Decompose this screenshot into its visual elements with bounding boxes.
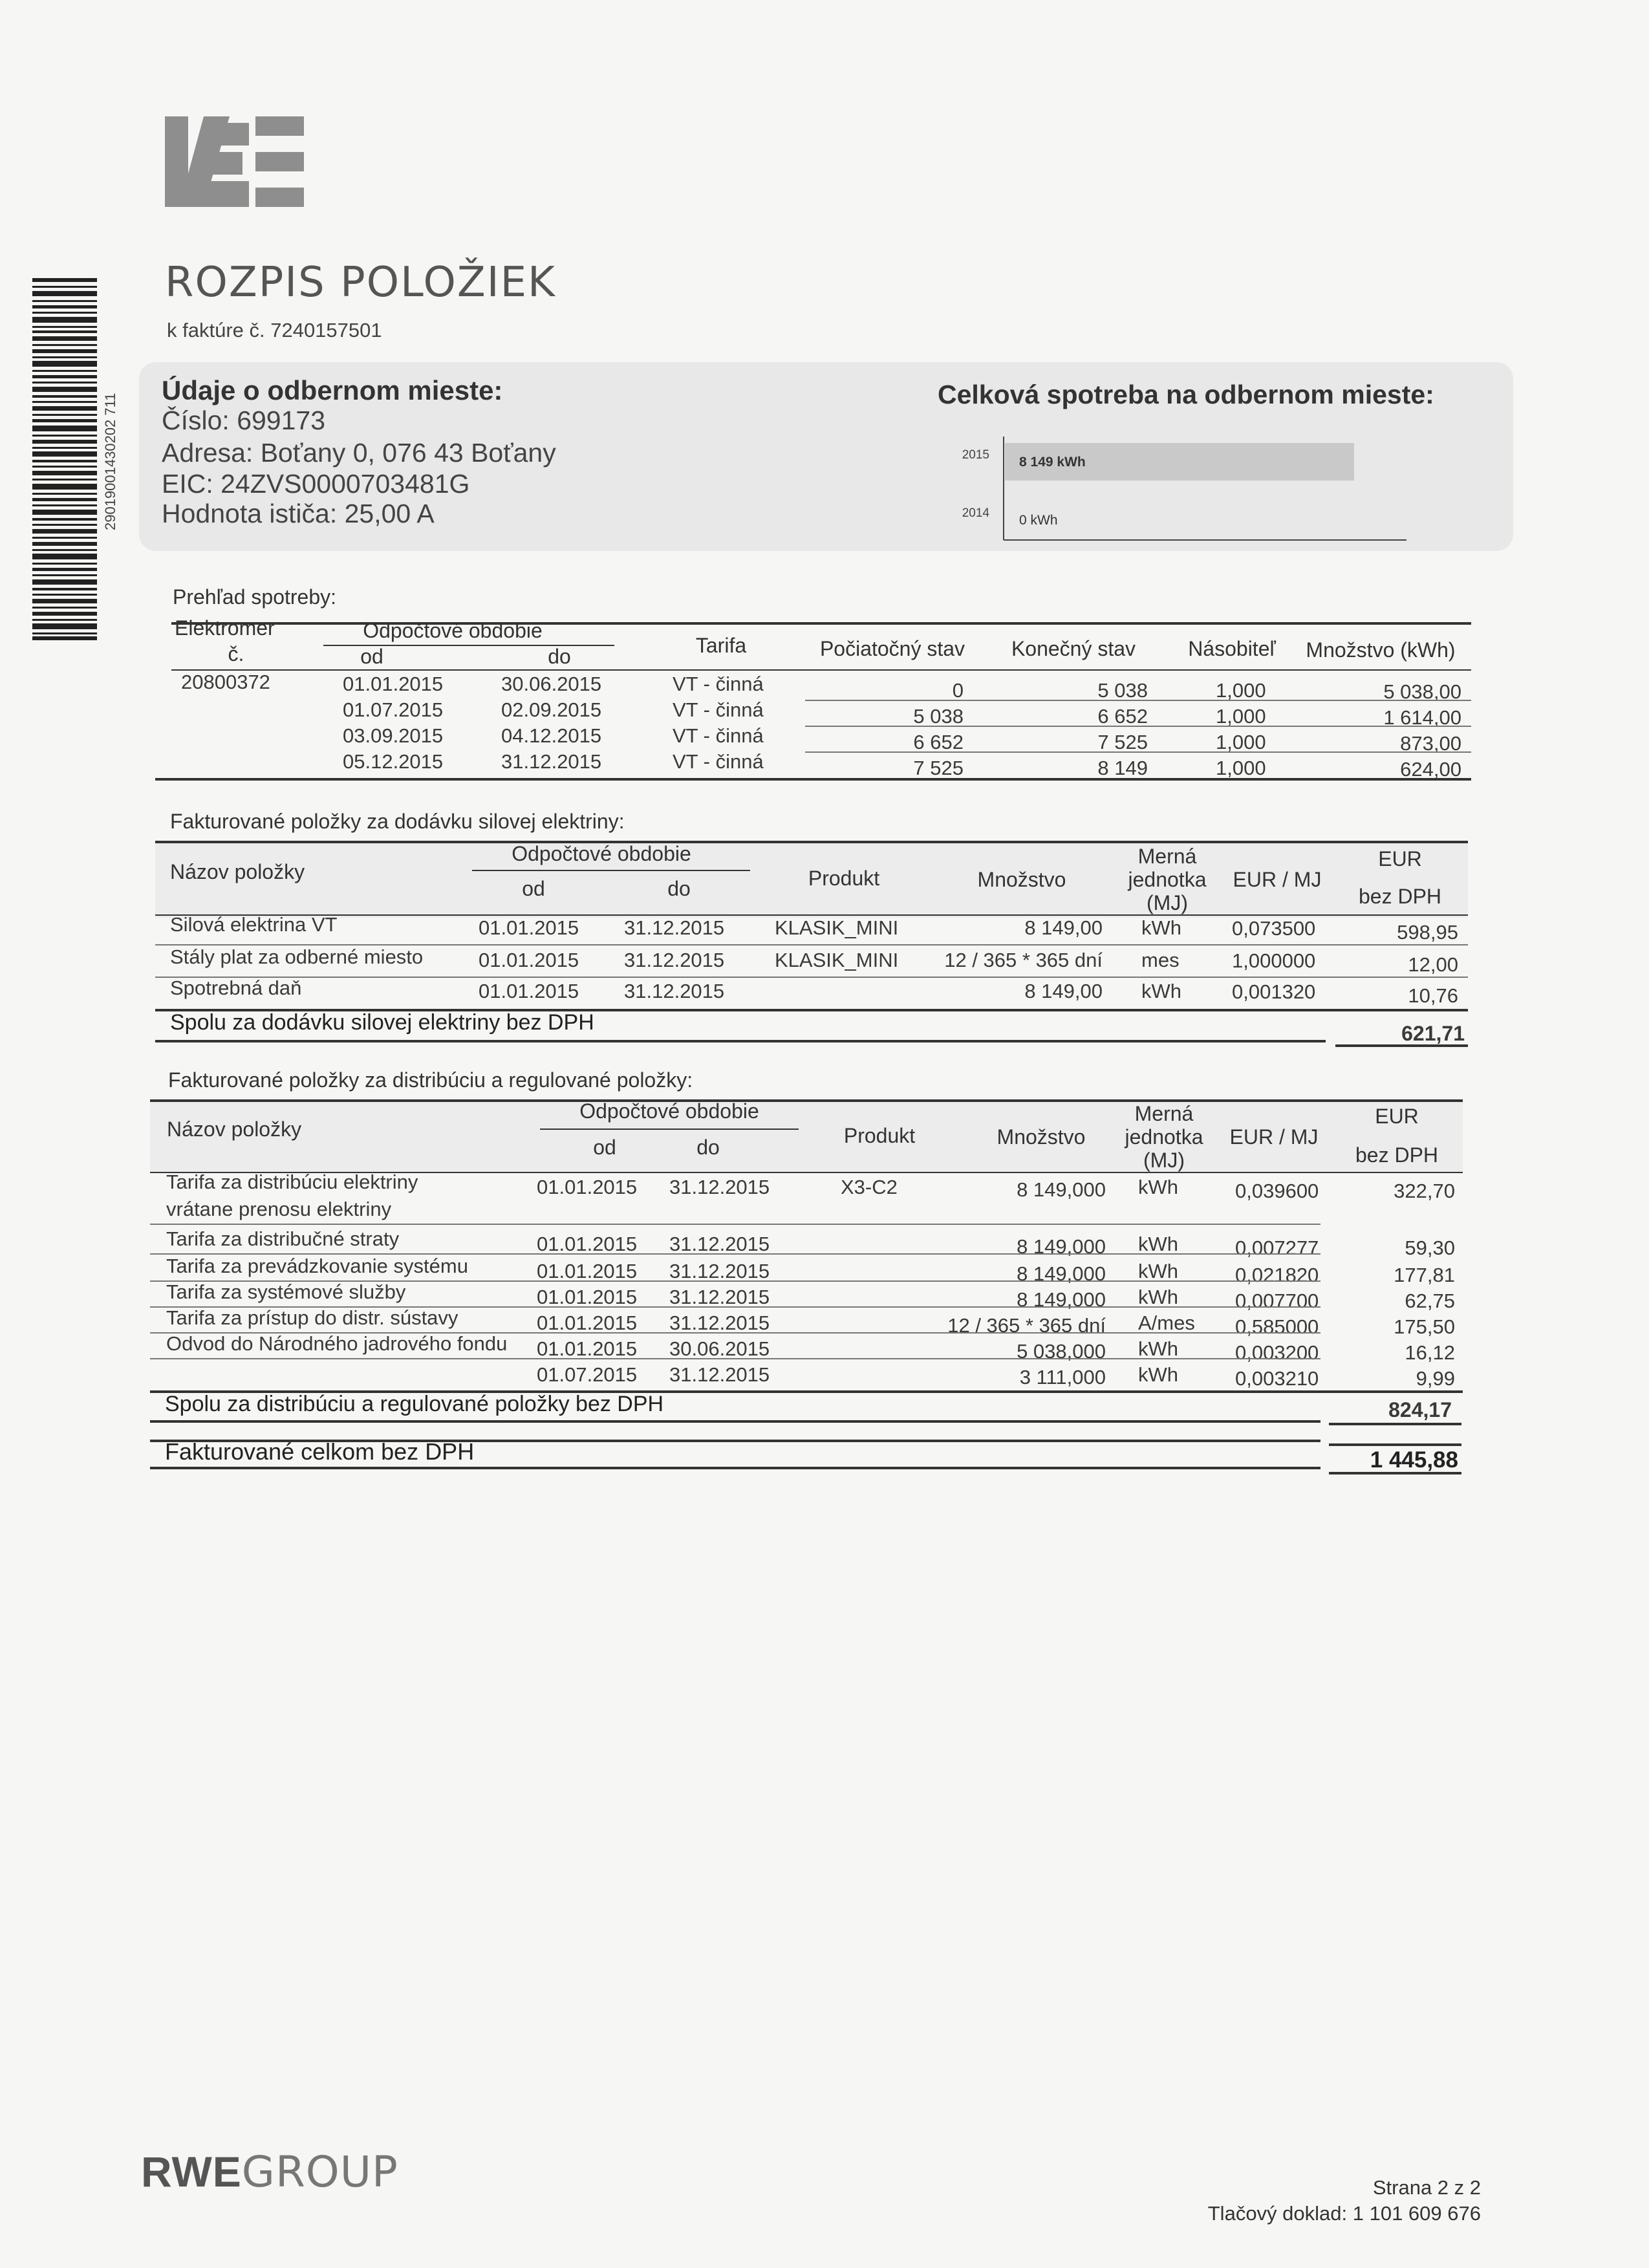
row-divider <box>150 1224 1320 1225</box>
overview-from: 03.09.2015 <box>343 724 444 747</box>
overview-start: 6 652 <box>913 731 964 753</box>
supply-from: 01.01.2015 <box>479 949 579 971</box>
supply-qty: 12 / 365 * 365 dní <box>944 949 1103 971</box>
supply-eur: 12,00 <box>1408 953 1458 976</box>
dist-to: 31.12.2015 <box>669 1233 770 1255</box>
supply-unit: mes <box>1141 949 1180 971</box>
supply-total-value: 621,71 <box>1401 1022 1465 1045</box>
page-number: Strana 2 z 2 <box>1372 2176 1481 2199</box>
dist-col-unit1: Merná <box>1134 1102 1194 1125</box>
dist-unit: kWh <box>1138 1260 1178 1282</box>
supply-item-name: Spotrebná daň <box>170 977 302 999</box>
dist-col-price: EUR / MJ <box>1229 1125 1319 1149</box>
dist-total-label: Spolu za distribúciu a regulované položky bez DPH <box>165 1392 664 1416</box>
overview-to: 02.09.2015 <box>501 698 602 721</box>
supply-item-name: Silová elektrina VT <box>170 913 338 936</box>
consumption-chart <box>951 430 1416 546</box>
col-period: Odpočtové obdobie <box>363 619 543 642</box>
dist-price: 0,021820 <box>1235 1264 1319 1286</box>
dist-col-product: Produkt <box>843 1124 916 1147</box>
col-from: od <box>360 645 383 668</box>
dist-to: 31.12.2015 <box>669 1286 770 1308</box>
dist-price: 0,007277 <box>1235 1237 1319 1259</box>
grand-total-label: Fakturované celkom bez DPH <box>165 1438 475 1465</box>
dist-col-eur1: EUR <box>1375 1105 1419 1128</box>
row-divider <box>805 726 1471 727</box>
dist-item-name-2: vrátane prenosu elektriny <box>166 1198 392 1220</box>
col-end: Konečný stav <box>1011 637 1136 660</box>
supply-eur: 598,95 <box>1397 921 1458 944</box>
col-start: Počiatočný stav <box>819 637 965 660</box>
rwe-logo-sub: GROUP <box>241 2147 398 2197</box>
overview-from: 01.01.2015 <box>343 673 444 695</box>
supply-product: KLASIK_MINI <box>775 916 899 939</box>
dist-qty: 8 149,000 <box>1017 1235 1106 1258</box>
dist-col-period: Odpočtové obdobie <box>579 1099 759 1123</box>
overview-qty: 5 038,00 <box>1383 680 1461 703</box>
distribution-title: Fakturované položky za distribúciu a regulované položky: <box>168 1068 693 1092</box>
dist-to: 31.12.2015 <box>669 1312 770 1334</box>
overview-tariff: VT - činná <box>673 750 764 773</box>
dist-item-name: Tarifa za prístup do distr. sústavy <box>166 1306 458 1329</box>
dist-eur: 62,75 <box>1405 1290 1455 1312</box>
dist-qty: 3 111,000 <box>1019 1366 1106 1388</box>
dist-price: 0,007700 <box>1235 1290 1319 1312</box>
rwe-group-logo <box>141 2147 398 2197</box>
row-divider <box>155 977 1468 978</box>
barcode-number: 29019001430202 711 <box>102 393 118 530</box>
overview-start: 7 525 <box>913 757 964 779</box>
dist-item-name: Tarifa za prevádzkovanie systému <box>166 1255 468 1277</box>
dist-col-eur2: bez DPH <box>1355 1143 1439 1167</box>
col-meter-no: č. <box>228 642 244 665</box>
overview-qty: 873,00 <box>1400 732 1461 755</box>
col-multiplier: Násobiteľ <box>1188 637 1276 660</box>
dist-eur: 9,99 <box>1416 1367 1455 1390</box>
dist-from: 01.07.2015 <box>537 1363 638 1386</box>
dist-qty: 8 149,000 <box>1017 1262 1106 1285</box>
overview-start: 0 <box>952 679 964 702</box>
overview-tariff: VT - činná <box>673 724 764 747</box>
supply-total-label: Spolu za dodávku silovej elektriny bez DPH <box>170 1010 594 1035</box>
dist-item-name: Tarifa za systémové služby <box>166 1280 406 1303</box>
dist-to: 31.12.2015 <box>669 1260 770 1282</box>
site-heading: Údaje o odbernom mieste: <box>162 375 503 405</box>
overview-multiplier: 1,000 <box>1216 679 1266 702</box>
supply-to: 31.12.2015 <box>624 949 725 971</box>
dist-from: 01.01.2015 <box>537 1260 638 1282</box>
supply-to: 31.12.2015 <box>624 916 725 939</box>
supply-qty: 8 149,00 <box>1024 916 1103 939</box>
supply-price: 0,001320 <box>1232 980 1316 1003</box>
dist-qty: 8 149,000 <box>1017 1178 1106 1201</box>
supply-col-qty: Množstvo <box>977 868 1066 891</box>
supply-col-product: Produkt <box>808 867 880 890</box>
chart-bar-label: 8 149 kWh <box>1019 455 1086 470</box>
overview-end: 6 652 <box>1097 705 1148 728</box>
overview-multiplier: 1,000 <box>1216 731 1266 753</box>
supply-product: KLASIK_MINI <box>775 949 899 971</box>
dist-to: 31.12.2015 <box>669 1176 770 1198</box>
chart-bar-label: 0 kWh <box>1019 513 1058 528</box>
overview-multiplier: 1,000 <box>1216 705 1266 728</box>
supply-col-eur1: EUR <box>1378 847 1422 870</box>
dist-price: 0,039600 <box>1235 1180 1319 1202</box>
supply-from: 01.01.2015 <box>479 980 579 1002</box>
overview-qty: 1 614,00 <box>1383 706 1461 729</box>
supply-col-price: EUR / MJ <box>1233 868 1322 891</box>
col-tariff: Tarifa <box>695 634 747 657</box>
row-divider <box>805 700 1471 701</box>
supply-eur: 10,76 <box>1408 984 1458 1007</box>
dist-col-unit3: (MJ) <box>1143 1149 1185 1172</box>
overview-from: 01.07.2015 <box>343 698 444 721</box>
dist-product: X3-C2 <box>841 1176 898 1198</box>
supply-from: 01.01.2015 <box>479 916 579 939</box>
chart-year-label: 2015 <box>962 448 989 462</box>
dist-col-qty: Množstvo <box>997 1125 1086 1149</box>
rwe-logo-main: RWE <box>141 2148 242 2196</box>
supply-col-name: Názov položky <box>170 860 305 883</box>
invoice-reference: k faktúre č. 7240157501 <box>167 319 382 341</box>
col-to: do <box>548 645 571 668</box>
dist-unit: kWh <box>1138 1286 1178 1308</box>
dist-eur: 175,50 <box>1394 1315 1455 1338</box>
overview-to: 30.06.2015 <box>501 673 602 695</box>
overview-to: 31.12.2015 <box>501 750 602 773</box>
dist-col-name: Názov položky <box>167 1118 302 1141</box>
overview-to: 04.12.2015 <box>501 724 602 747</box>
meter-number: 20800372 <box>181 671 270 693</box>
supply-col-unit1: Merná <box>1137 845 1197 868</box>
supply-price: 1,000000 <box>1232 949 1316 972</box>
supply-unit: kWh <box>1141 916 1181 939</box>
overview-title: Prehľad spotreby: <box>173 585 337 609</box>
vse-logo <box>165 116 304 207</box>
overview-end: 5 038 <box>1097 679 1148 702</box>
row-divider <box>805 751 1471 753</box>
dist-price: 0,003200 <box>1235 1341 1319 1364</box>
dist-unit: kWh <box>1138 1176 1178 1198</box>
chart-year-label: 2014 <box>962 506 989 520</box>
dist-unit: kWh <box>1138 1233 1178 1255</box>
dist-to: 31.12.2015 <box>669 1363 770 1386</box>
dist-total-value: 824,17 <box>1388 1398 1452 1421</box>
dist-unit: kWh <box>1138 1363 1178 1386</box>
overview-qty: 624,00 <box>1400 758 1461 781</box>
dist-eur: 322,70 <box>1394 1180 1455 1202</box>
dist-col-from: od <box>593 1136 616 1159</box>
supply-unit: kWh <box>1141 980 1181 1002</box>
supply-to: 31.12.2015 <box>624 980 725 1002</box>
dist-from: 01.01.2015 <box>537 1337 638 1360</box>
overview-tariff: VT - činná <box>673 673 764 695</box>
dist-eur: 16,12 <box>1405 1341 1455 1364</box>
supply-col-to: do <box>667 877 691 900</box>
site-address: Adresa: Boťany 0, 076 43 Boťany <box>162 438 556 468</box>
dist-qty: 5 038,000 <box>1017 1340 1106 1363</box>
dist-qty: 12 / 365 * 365 dní <box>947 1314 1106 1337</box>
print-document-number: Tlačový doklad: 1 101 609 676 <box>1207 2202 1481 2225</box>
dist-unit: kWh <box>1138 1337 1178 1360</box>
overview-end: 8 149 <box>1097 757 1148 779</box>
col-meter: Elektromer <box>175 616 275 640</box>
page-title: ROZPIS POLOŽIEK <box>165 259 556 307</box>
barcode-image <box>32 278 97 640</box>
site-number: Číslo: 699173 <box>162 405 326 435</box>
supply-price: 0,073500 <box>1232 917 1316 940</box>
dist-price: 0,585000 <box>1235 1315 1319 1338</box>
overview-tariff: VT - činná <box>673 698 764 721</box>
supply-col-from: od <box>522 877 545 900</box>
supply-col-unit3: (MJ) <box>1147 891 1188 914</box>
dist-from: 01.01.2015 <box>537 1312 638 1334</box>
dist-item-name: Tarifa za distribúciu elektriny <box>166 1171 418 1193</box>
dist-from: 01.01.2015 <box>537 1286 638 1308</box>
supply-qty: 8 149,00 <box>1024 980 1103 1002</box>
overview-end: 7 525 <box>1097 731 1148 753</box>
supply-col-period: Odpočtové obdobie <box>512 842 691 865</box>
dist-qty: 8 149,000 <box>1017 1288 1106 1311</box>
supply-item-name: Stály plat za odberné miesto <box>170 945 424 968</box>
row-divider <box>150 1358 1320 1359</box>
dist-price: 0,003210 <box>1235 1367 1319 1390</box>
overview-multiplier: 1,000 <box>1216 757 1266 779</box>
dist-unit: A/mes <box>1138 1312 1195 1334</box>
site-breaker: Hodnota ističa: 25,00 A <box>162 499 435 528</box>
dist-to: 30.06.2015 <box>669 1337 770 1360</box>
dist-from: 01.01.2015 <box>537 1233 638 1255</box>
dist-from: 01.01.2015 <box>537 1176 638 1198</box>
dist-item-name: Tarifa za distribučné straty <box>166 1227 400 1250</box>
dist-eur: 59,30 <box>1405 1237 1455 1259</box>
overview-from: 05.12.2015 <box>343 750 444 773</box>
dist-eur: 177,81 <box>1394 1264 1455 1286</box>
dist-col-to: do <box>696 1136 720 1159</box>
consumption-heading: Celková spotreba na odbernom mieste: <box>938 380 1434 409</box>
col-qty: Množstvo (kWh) <box>1306 638 1456 662</box>
supply-title: Fakturované položky za dodávku silovej elektriny: <box>170 810 625 833</box>
supply-col-unit2: jednotka <box>1128 868 1207 891</box>
dist-item-name: Odvod do Národného jadrového fondu <box>166 1332 508 1355</box>
site-eic: EIC: 24ZVS0000703481G <box>162 469 470 499</box>
overview-start: 5 038 <box>913 705 964 728</box>
dist-col-unit2: jednotka <box>1125 1125 1203 1149</box>
supply-col-eur2: bez DPH <box>1358 885 1442 908</box>
grand-total-value: 1 445,88 <box>1370 1447 1458 1473</box>
